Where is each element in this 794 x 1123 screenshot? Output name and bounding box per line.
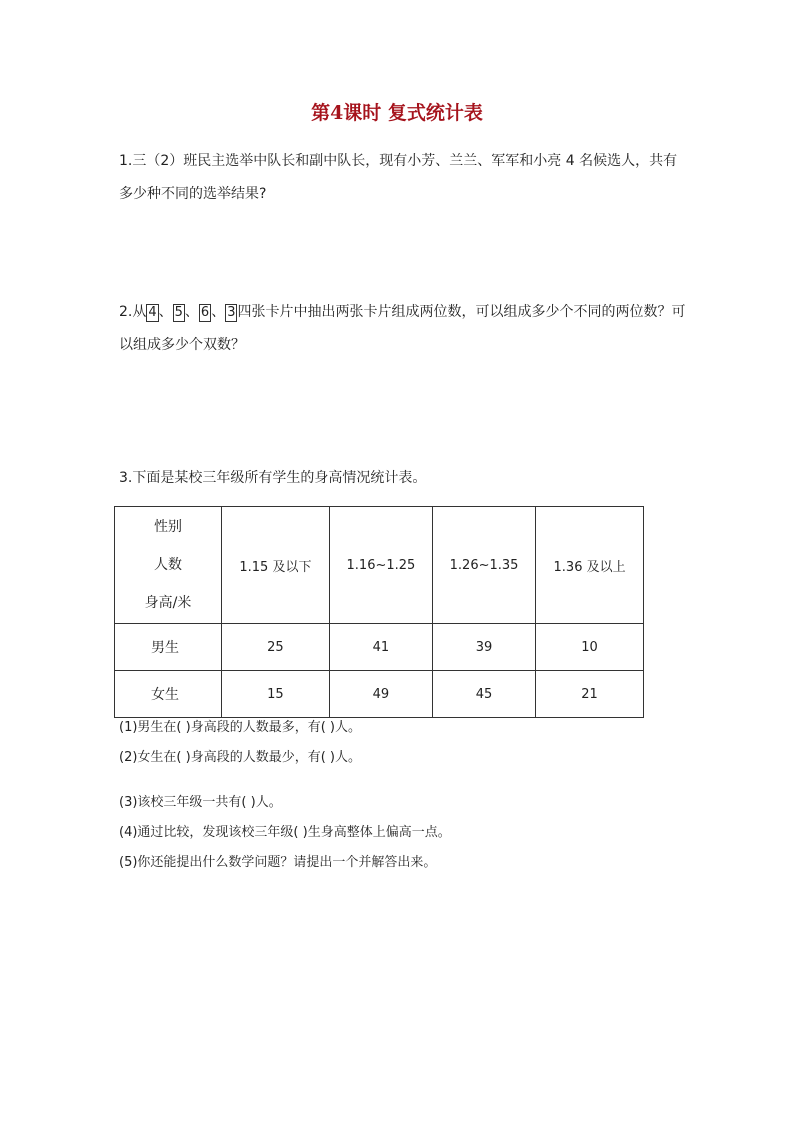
question-3-intro: 3.下面是某校三年级所有学生的身高情况统计表。: [119, 470, 427, 486]
table-row: [115, 671, 644, 718]
corner-label-height: 身高/米: [144, 595, 192, 611]
height-statistics-table: [114, 506, 644, 718]
row-label-girls: 女生: [115, 671, 222, 718]
card-separator: 、: [158, 304, 173, 320]
question-1: [119, 145, 689, 211]
question-1-line-1: 1.三（2）班民主选举中队长和副中队长，现有小芳、兰兰、军军和小亮 4 名候选人，共有: [119, 153, 678, 169]
question-2: [119, 296, 689, 362]
table-cell: 25: [222, 624, 330, 671]
page-title: 第4课时 复式统计表: [311, 102, 483, 124]
column-header: 1.15 及以下: [222, 507, 330, 624]
corner-label-count: 人数: [154, 557, 182, 573]
question-2-suffix: 四张卡片中抽出两张卡片组成两位数，可以组成多少个不同的两位数？可: [237, 304, 686, 320]
corner-label-gender: 性别: [154, 519, 182, 535]
number-card: 4: [148, 305, 157, 320]
table-cell: 41: [329, 624, 432, 671]
table-cell: 39: [432, 624, 535, 671]
question-2-line-1: [119, 296, 689, 329]
column-header: 1.26~1.35: [432, 507, 535, 624]
card-separator: 、: [184, 304, 199, 320]
sub-question-3: (3)该校三年级一共有( )人。: [119, 795, 282, 810]
number-card: 6: [200, 305, 210, 320]
number-card: 3: [227, 305, 236, 320]
table-cell: 10: [536, 624, 644, 671]
table-cell: 15: [222, 671, 330, 718]
question-2-line-2: 以组成多少个双数？: [119, 337, 245, 353]
question-1-line-2: 多少种不同的选举结果?: [119, 186, 267, 202]
column-header: 1.36 及以上: [536, 507, 644, 624]
table-row: [115, 624, 644, 671]
number-card: 5: [174, 305, 183, 320]
sub-question-4: (4)通过比较，发现该校三年级( )生身高整体上偏高一点。: [119, 825, 451, 840]
sub-question-5: (5)你还能提出什么数学问题？请提出一个并解答出来。: [119, 855, 437, 870]
row-label-boys: 男生: [115, 624, 222, 671]
column-header: 1.16~1.25: [329, 507, 432, 624]
sub-question-2: (2)女生在( )身高段的人数最少，有( )人。: [119, 750, 361, 765]
question-2-prefix: 2.从: [119, 304, 147, 320]
table-cell: 49: [329, 671, 432, 718]
table-cell: 45: [432, 671, 535, 718]
sub-question-1: (1)男生在( )身高段的人数最多，有( )人。: [119, 720, 361, 735]
table-corner-cell: [115, 507, 222, 624]
table-cell: 21: [536, 671, 644, 718]
card-separator: 、: [211, 304, 226, 320]
table-header-row: [115, 507, 644, 624]
